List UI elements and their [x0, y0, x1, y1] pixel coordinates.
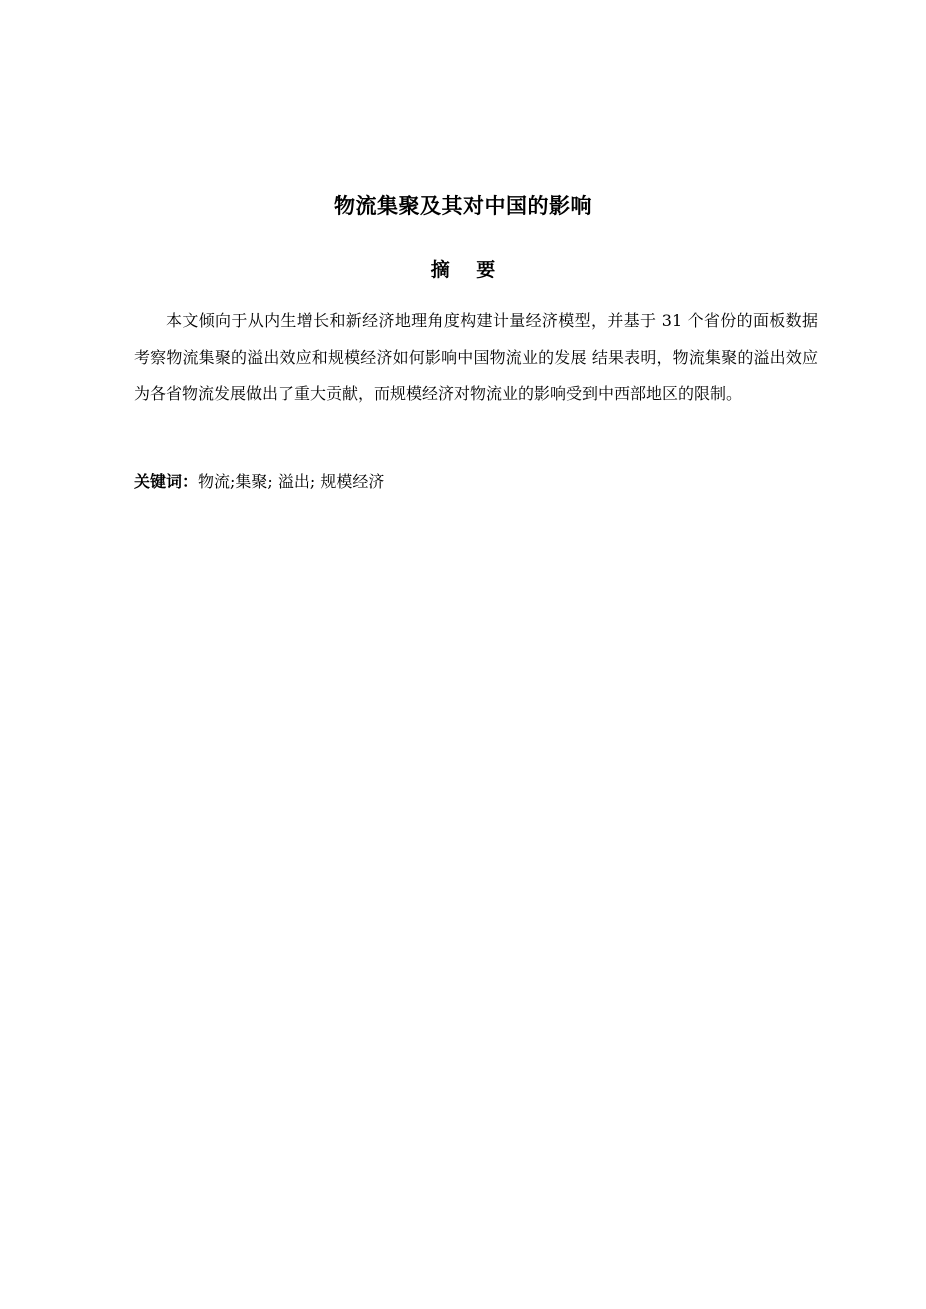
page-title: 物流集聚及其对中国的影响: [334, 194, 592, 218]
abstract-heading: 摘 要: [430, 259, 506, 281]
abstract-paragraph: 本文倾向于从内生增长和新经济地理角度构建计量经济模型，并基于 31 个省份的面板数据考察物流集聚的溢出效应和规模经济如何影响中国物流业的发展 结果表明，物流集聚的溢出效应为各省物流发展做出了重大贡献，而规模经济对物流业的影响受到中西部地区的限制。: [134, 311, 818, 403]
keywords-line: [134, 468, 818, 496]
keywords-label: 关键词：: [134, 472, 199, 491]
keywords-list: 物流;集聚; 溢出; 规模经济: [198, 472, 385, 491]
